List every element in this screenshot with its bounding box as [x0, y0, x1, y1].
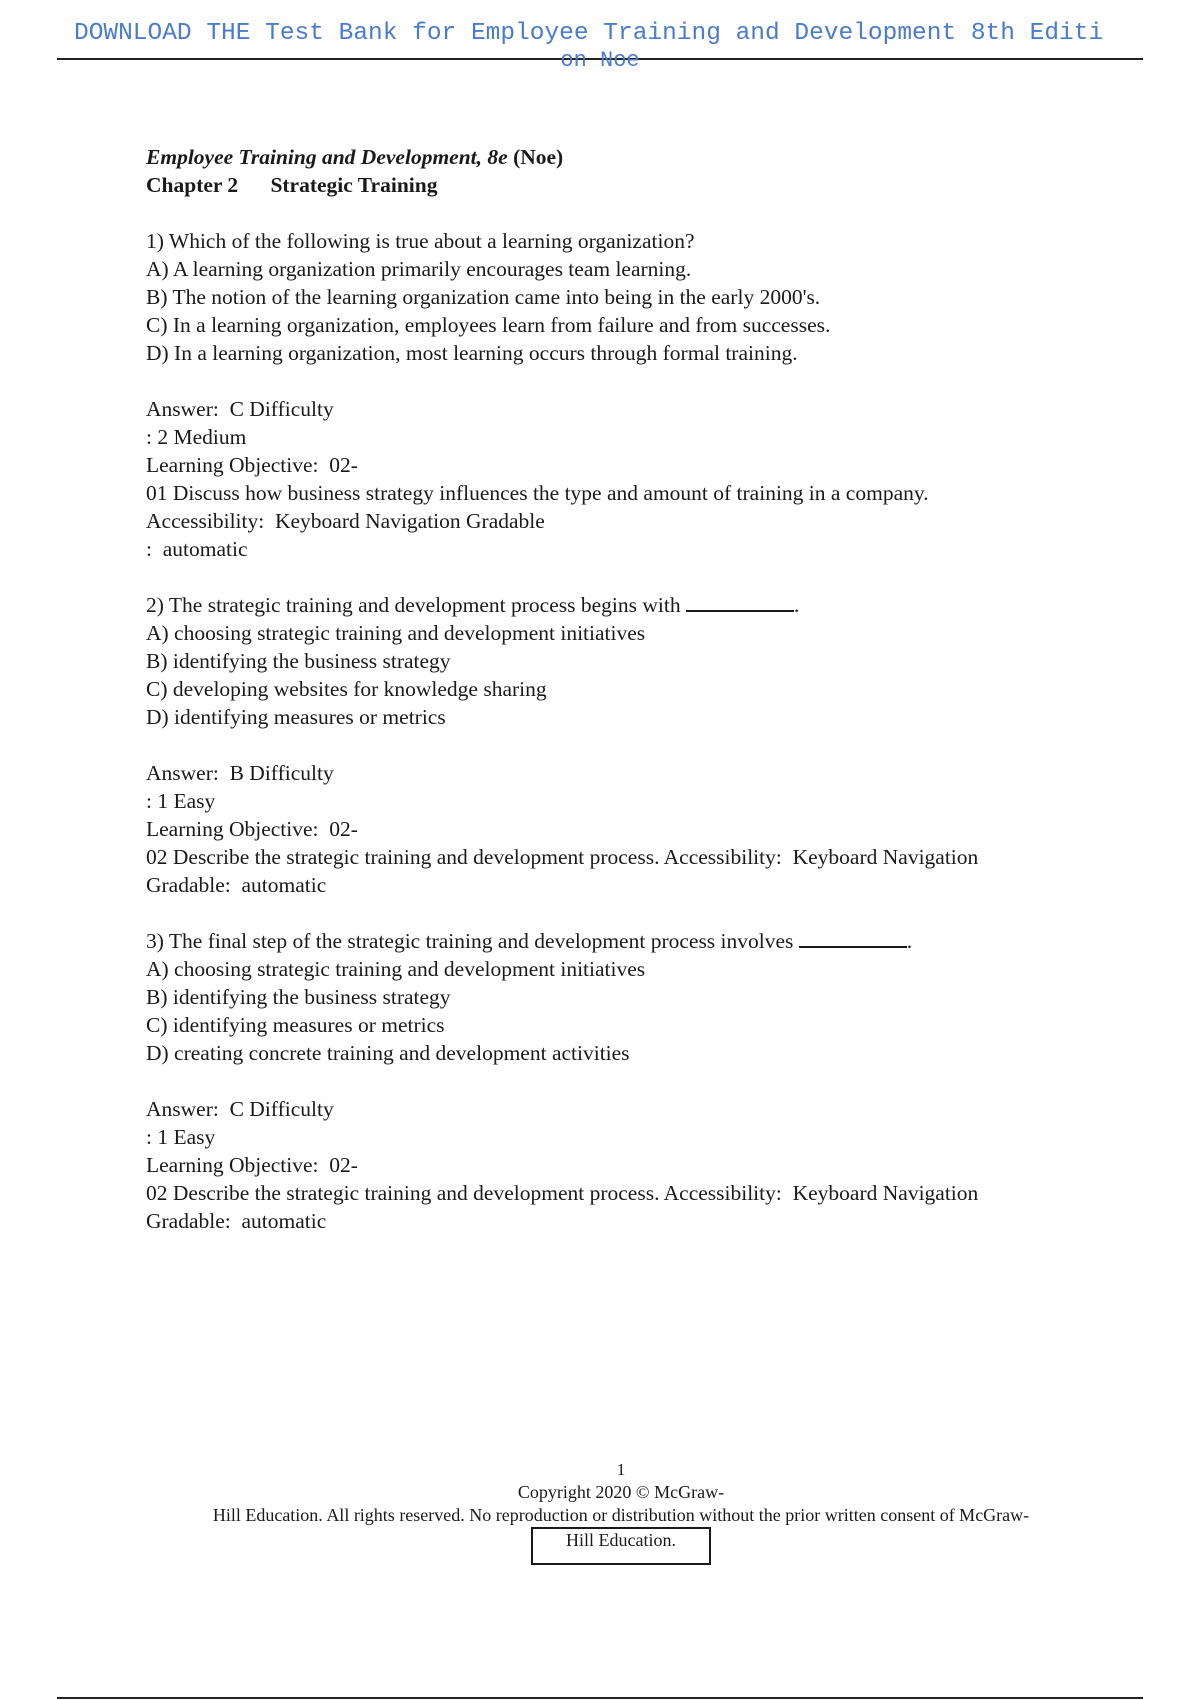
book-title: Employee Training and Development, 8e — [146, 145, 508, 169]
question-option: A) A learning organization primarily encourages team learning. — [146, 257, 692, 281]
question-option: D) identifying measures or metrics — [146, 705, 446, 729]
answer-line: Answer: C Difficulty — [146, 1097, 334, 1121]
difficulty-line: : 1 Easy — [146, 1125, 216, 1149]
question-3 — [146, 927, 1106, 1235]
question-option: B) The notion of the learning organization came into being in the early 2000's. — [146, 285, 821, 309]
difficulty-line: : 1 Easy — [146, 789, 216, 813]
objective-line: Learning Objective: 02- — [146, 817, 358, 841]
page-footer — [146, 1458, 1096, 1565]
book-title-line — [146, 143, 1106, 171]
book-author: (Noe) — [513, 145, 564, 169]
question-option: D) In a learning organization, most learning occurs through formal training. — [146, 341, 798, 365]
question-stem-line — [146, 591, 1106, 619]
chapter-heading — [146, 171, 1106, 199]
accessibility-line: Accessibility: Keyboard Navigation Gradable — [146, 509, 545, 533]
copyright-line-1: Copyright 2020 © McGraw- — [517, 1482, 725, 1502]
question-option: C) identifying measures or metrics — [146, 1013, 445, 1037]
answer-line: Answer: C Difficulty — [146, 397, 334, 421]
question-stem-line — [146, 927, 1106, 955]
objective-text: 01 Discuss how business strategy influences the type and amount of training in a company. — [146, 481, 929, 505]
copyright-line-3: Hill Education. — [531, 1527, 711, 1565]
question-stem: 1) Which of the following is true about a learning organization? — [146, 229, 695, 253]
banner-line-2: on Noe — [560, 49, 640, 73]
bottom-divider — [57, 1697, 1143, 1699]
question-option: C) In a learning organization, employees learn from failure and from successes. — [146, 313, 831, 337]
question-option: A) choosing strategic training and development initiatives — [146, 957, 646, 981]
question-stem-end: . — [906, 929, 913, 953]
page-number: 1 — [616, 1460, 626, 1479]
question-option: B) identifying the business strategy — [146, 649, 451, 673]
chapter-title: Strategic Training — [270, 173, 438, 197]
question-stem: 3) The final step of the strategic training and development process involves — [146, 929, 799, 953]
copyright-line-2: Hill Education. All rights reserved. No reproduction or distribution without the prior written consent of McGraw- — [212, 1505, 1030, 1525]
download-banner — [57, 20, 1143, 73]
question-option: D) creating concrete training and development activities — [146, 1041, 630, 1065]
gradable-line: Gradable: automatic — [146, 873, 327, 897]
objective-line: Learning Objective: 02- — [146, 453, 358, 477]
page-content — [146, 143, 1106, 1235]
question-stem: 2) The strategic training and development process begins with — [146, 593, 686, 617]
difficulty-line: : 2 Medium — [146, 425, 247, 449]
question-1 — [146, 227, 1106, 563]
answer-line: Answer: B Difficulty — [146, 761, 334, 785]
objective-text: 02 Describe the strategic training and development process. Accessibility: Keyboard Navigation — [146, 1181, 979, 1205]
gradable-line: : automatic — [146, 537, 248, 561]
banner-line-1: DOWNLOAD THE Test Bank for Employee Training and Development 8th Editi — [74, 20, 1104, 47]
objective-text: 02 Describe the strategic training and development process. Accessibility: Keyboard Navigation — [146, 845, 979, 869]
question-2 — [146, 591, 1106, 899]
question-option: B) identifying the business strategy — [146, 985, 451, 1009]
question-option: A) choosing strategic training and development initiatives — [146, 621, 646, 645]
fill-in-blank — [799, 928, 907, 948]
question-option: C) developing websites for knowledge sharing — [146, 677, 547, 701]
question-stem-end: . — [793, 593, 800, 617]
fill-in-blank — [686, 592, 794, 612]
chapter-label: Chapter 2 — [146, 173, 239, 197]
objective-line: Learning Objective: 02- — [146, 1153, 358, 1177]
gradable-line: Gradable: automatic — [146, 1209, 327, 1233]
